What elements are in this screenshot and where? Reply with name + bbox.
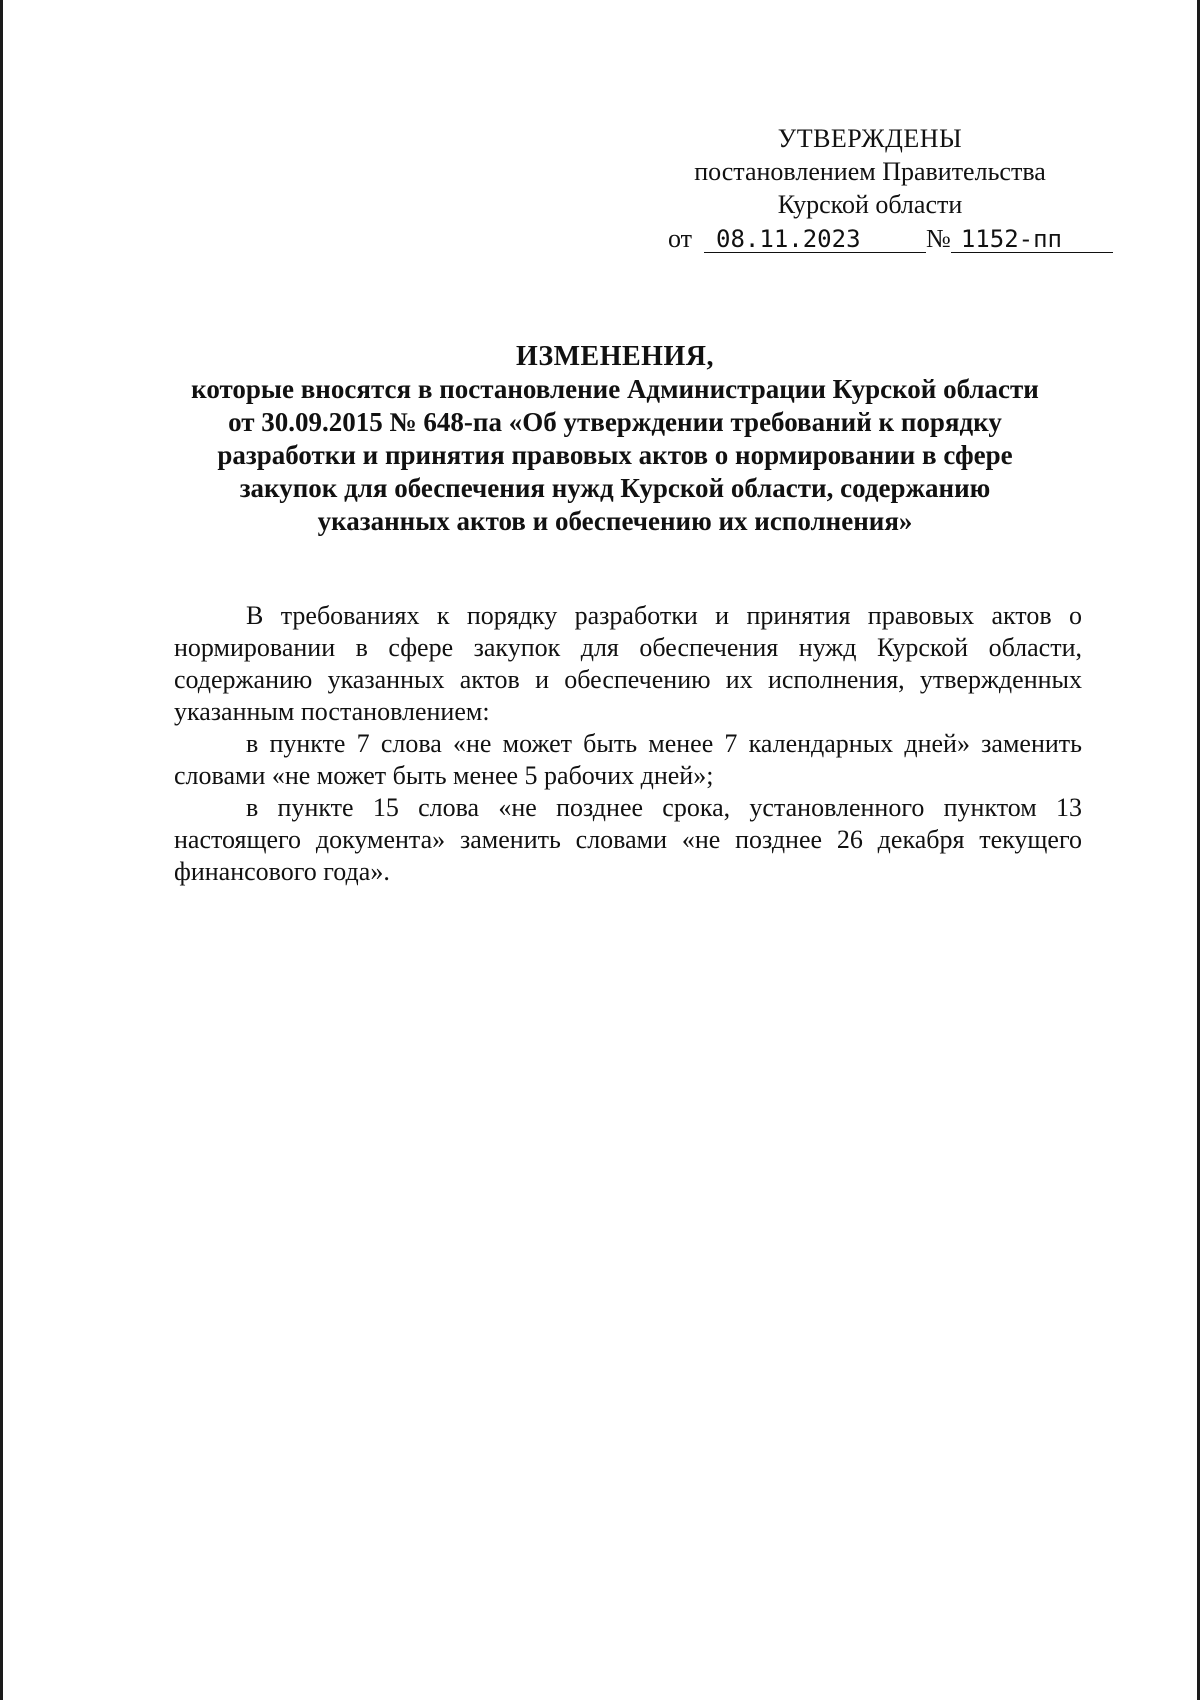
title-line: разработки и принятия правовых актов о нормировании в сфере xyxy=(217,440,1013,470)
body-paragraph-item-15: в пункте 15 слова «не позднее срока, установленного пунктом 13 настоящего документа» заменить словами «не позднее 26 декабря текущего финансового года». xyxy=(174,793,1082,886)
body-paragraph-item-7: в пункте 7 слова «не может быть менее 7 календарных дней» заменить словами «не может быть менее 5 рабочих дней»; xyxy=(174,729,1082,790)
approval-authority: постановлением Правительства xyxy=(694,157,1046,186)
body-paragraph-intro: В требованиях к порядку разработки и принятия правовых актов о нормировании в сфере закупок для обеспечения нужд Курской области, содержанию указанных актов и обеспечению их исполнения, утвержденных указанным постановлением: xyxy=(174,601,1082,726)
title-line: которые вносятся в постановление Администрации Курской области xyxy=(191,374,1039,404)
title-main: ИЗМЕНЕНИЯ, xyxy=(516,341,714,372)
date-label: от xyxy=(668,224,693,253)
title-line: указанных актов и обеспечению их исполнения» xyxy=(317,506,913,536)
scan-edge-left xyxy=(0,0,3,1700)
document-body xyxy=(174,600,1082,888)
approval-date-number-row xyxy=(640,222,1100,255)
approval-stamp-block xyxy=(640,122,1100,255)
approval-heading: УТВЕРЖДЕНЫ xyxy=(777,124,963,153)
title-line: от 30.09.2015 № 648-па «Об утверждении требований к порядку xyxy=(228,407,1002,437)
title-line: закупок для обеспечения нужд Курской области, содержанию xyxy=(239,473,991,503)
number-field: 1152-пп xyxy=(951,226,1113,253)
document-title xyxy=(155,340,1075,538)
approval-region: Курской области xyxy=(777,190,963,219)
number-label: № xyxy=(926,224,951,253)
date-field: 08.11.2023 xyxy=(704,226,926,253)
